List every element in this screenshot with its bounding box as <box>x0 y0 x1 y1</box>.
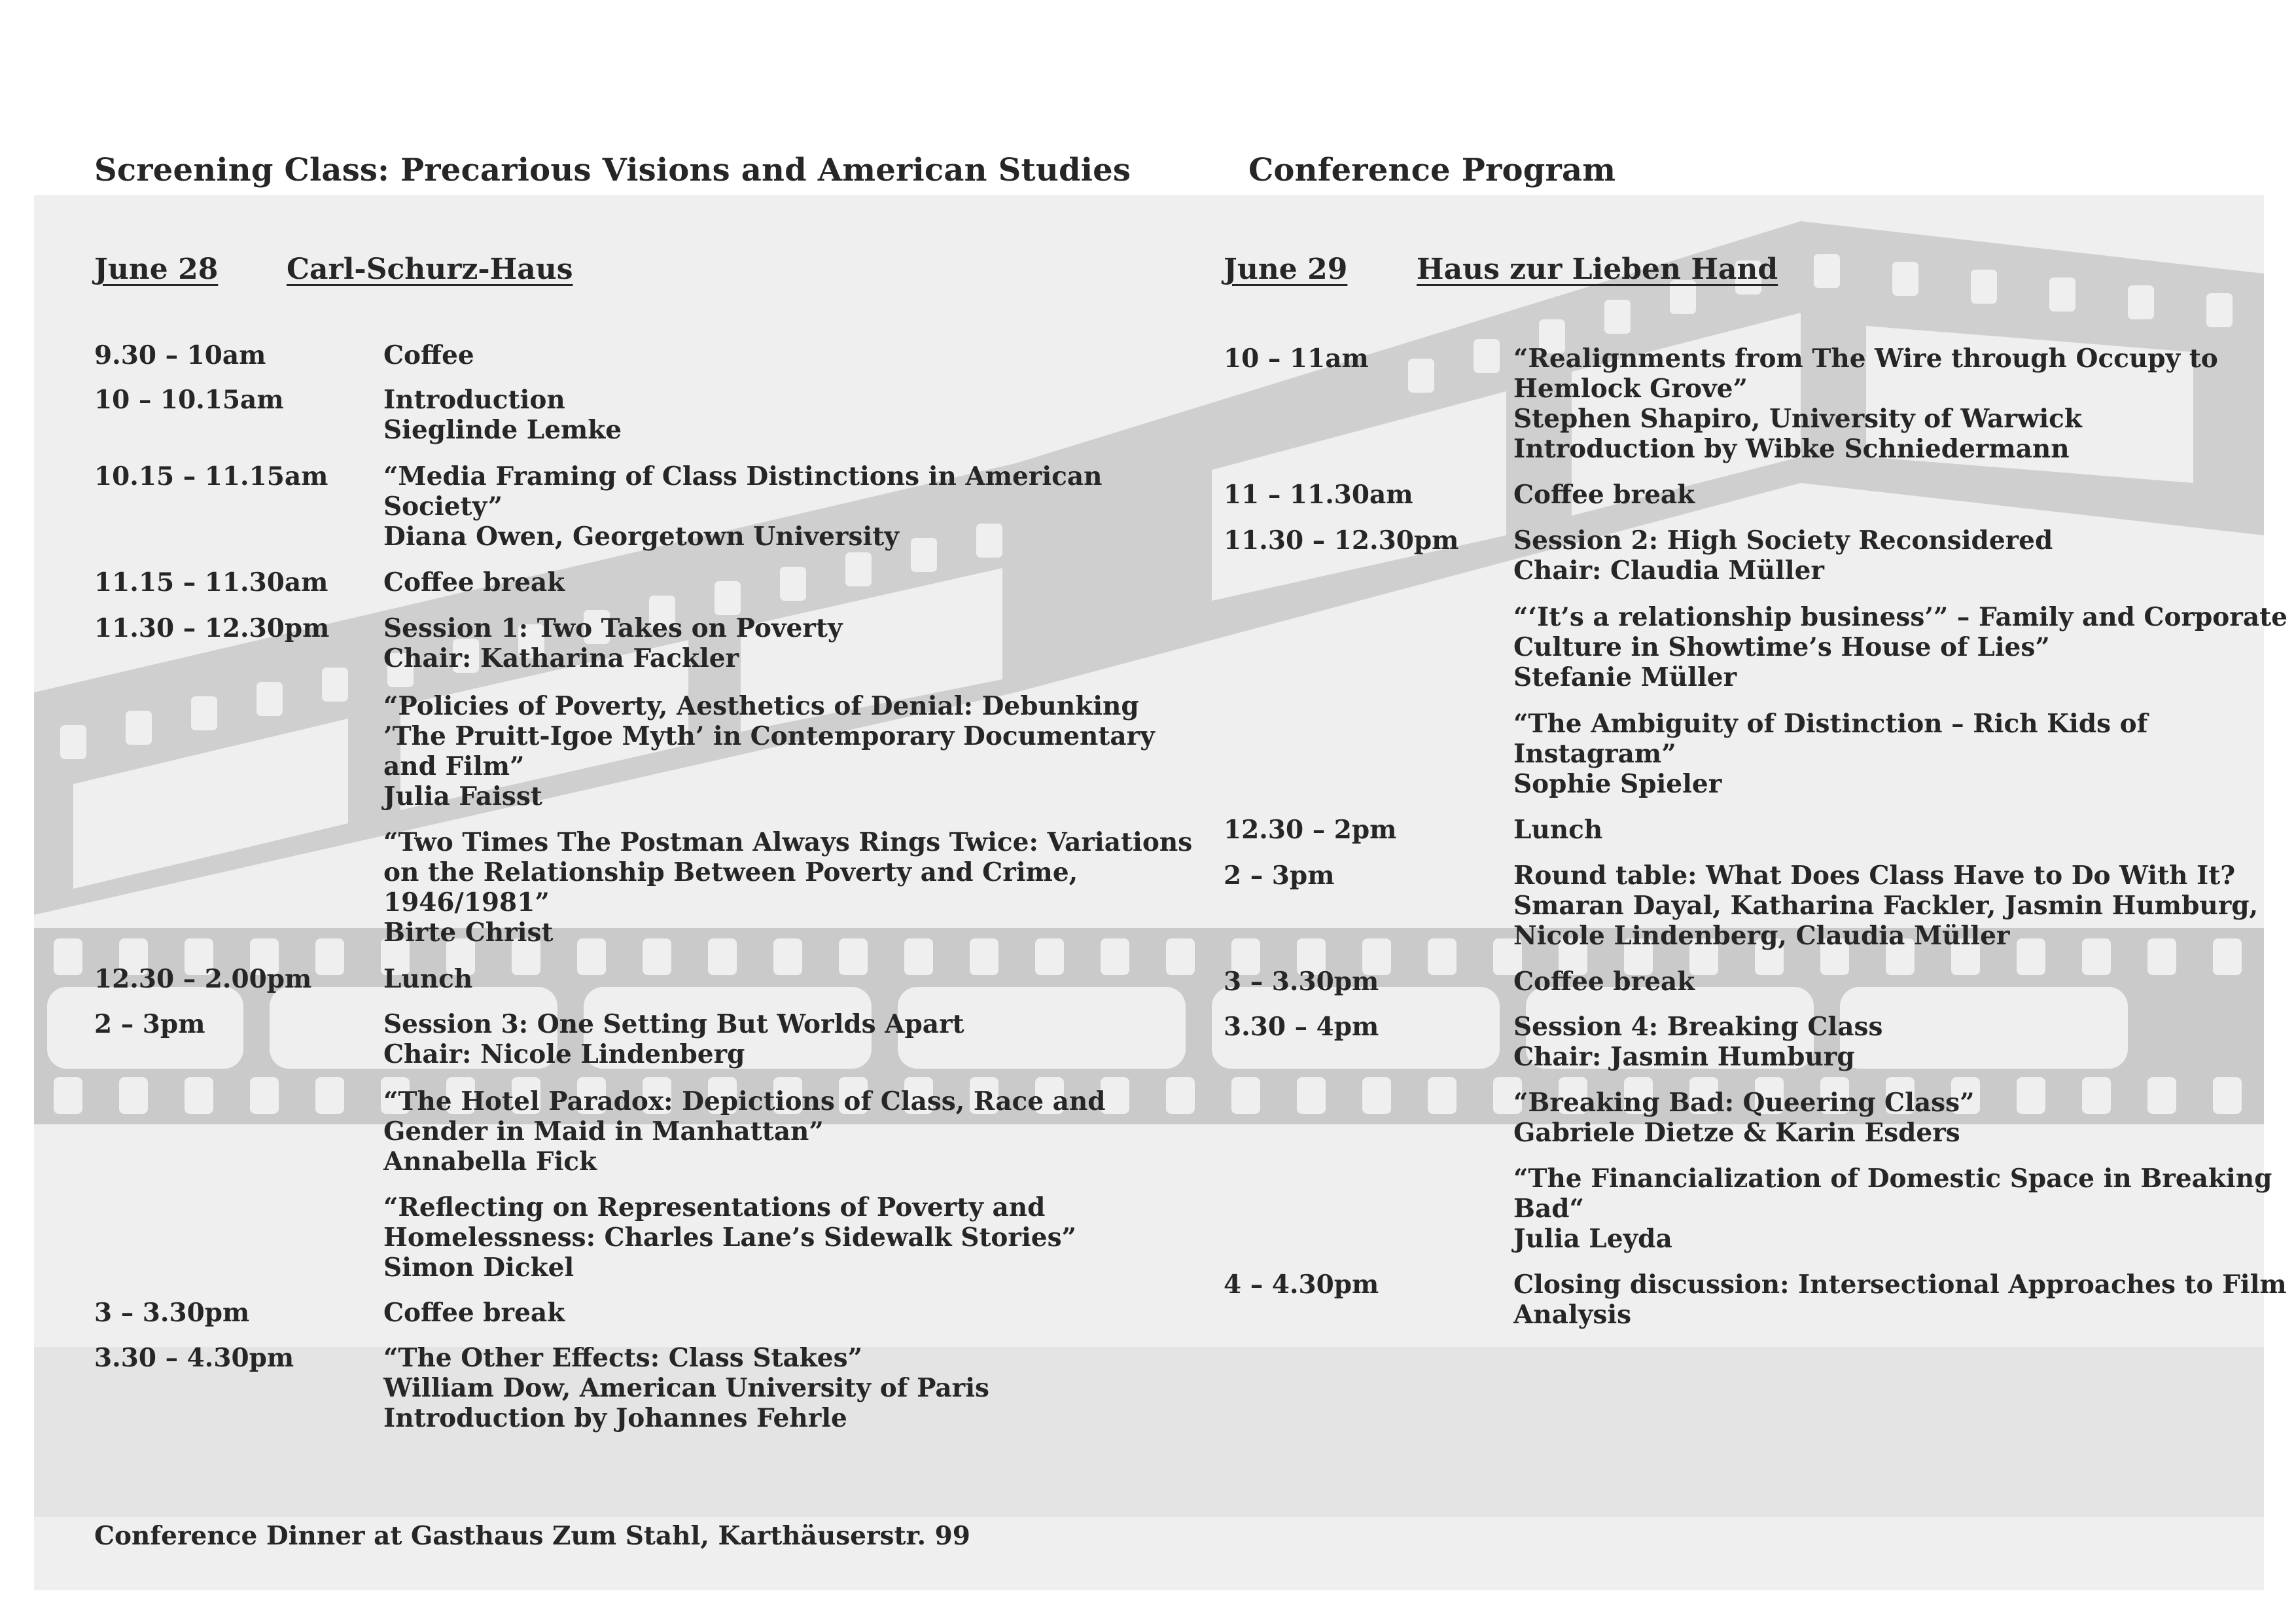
row-line: Introduction by Johannes Fehrle <box>383 1403 847 1433</box>
row-line: “The Financialization of Domestic Space in Breaking <box>1513 1164 2272 1194</box>
row-line: “The Hotel Paradox: Depictions of Class, Race and <box>383 1086 1106 1116</box>
row-line: Session 3: One Setting But Worlds Apart <box>383 1009 964 1039</box>
row-line: Lunch <box>1513 815 1603 845</box>
row-line: “The Other Effects: Class Stakes” <box>383 1343 863 1373</box>
dinner-note: Conference Dinner at Gasthaus Zum Stahl, Karthäuserstr. 99 <box>94 1521 970 1551</box>
day1-header <box>94 253 218 286</box>
row-time: 11.30 – 12.30pm <box>1224 526 1459 556</box>
row-line: Chair: Claudia Müller <box>1513 556 1824 586</box>
day2-place-header <box>1417 253 1778 286</box>
row-time: 11.15 – 11.30am <box>94 567 328 597</box>
row-line: Birte Christ <box>383 918 554 948</box>
row-line: Session 2: High Society Reconsidered <box>1513 526 2053 556</box>
day2-header <box>1224 253 1347 286</box>
day2-date: June 29 <box>1224 253 1348 286</box>
left-title: Screening Class: Precarious Visions and American Studies <box>94 152 1131 188</box>
row-line: Smaran Dayal, Katharina Fackler, Jasmin Humburg, <box>1513 891 2259 921</box>
row-line: Hemlock Grove” <box>1513 374 1748 404</box>
row-line: Closing discussion: Intersectional Approaches to Film <box>1513 1270 2287 1300</box>
row-line: “Two Times The Postman Always Rings Twice: Variations <box>383 827 1193 857</box>
row-line: Chair: Katharina Fackler <box>383 643 739 673</box>
row-line: Session 4: Breaking Class <box>1513 1012 1883 1042</box>
row-line: William Dow, American University of Paris <box>383 1373 989 1403</box>
day1-place-header <box>287 253 573 286</box>
row-line: Introduction <box>383 385 565 415</box>
row-line: “The Ambiguity of Distinction – Rich Kids of <box>1513 709 2148 739</box>
row-line: “‘It’s a relationship business’” – Family and Corporate <box>1513 602 2287 632</box>
day1-date: June 28 <box>94 253 219 286</box>
row-line: Society” <box>383 491 503 522</box>
row-line: Coffee break <box>1513 967 1695 997</box>
row-line: “Reflecting on Representations of Poverty and <box>383 1192 1046 1222</box>
row-line: “Policies of Poverty, Aesthetics of Denial: Debunking <box>383 691 1139 721</box>
row-time: 12.30 – 2.00pm <box>94 964 312 994</box>
row-line: Sieglinde Lemke <box>383 415 622 445</box>
day2-place: Haus zur Lieben Hand <box>1417 253 1778 286</box>
row-line: Homelessness: Charles Lane’s Sidewalk Stories” <box>383 1222 1076 1253</box>
row-time: 2 – 3pm <box>94 1009 205 1039</box>
row-line: “Realignments from The Wire through Occupy to <box>1513 344 2218 374</box>
row-time: 10 – 11am <box>1224 344 1369 374</box>
row-time: 9.30 – 10am <box>94 340 266 370</box>
row-line: Chair: Nicole Lindenberg <box>383 1039 745 1069</box>
row-time: 12.30 – 2pm <box>1224 815 1397 845</box>
row-time: 11.30 – 12.30pm <box>94 613 330 643</box>
row-line: Stefanie Müller <box>1513 662 1737 692</box>
row-line: Coffee break <box>383 567 565 597</box>
row-time: 3.30 – 4.30pm <box>94 1343 294 1373</box>
row-line: Annabella Fick <box>383 1147 597 1177</box>
row-line: Simon Dickel <box>383 1253 574 1283</box>
row-time: 10 – 10.15am <box>94 385 284 415</box>
row-line: Gabriele Dietze & Karin Esders <box>1513 1118 1960 1148</box>
row-time: 2 – 3pm <box>1224 861 1335 891</box>
row-line: and Film” <box>383 751 525 781</box>
row-time: 3 – 3.30pm <box>94 1298 250 1328</box>
row-line: Julia Leyda <box>1513 1224 1672 1254</box>
row-line: Analysis <box>1513 1300 1632 1330</box>
row-line: “Breaking Bad: Queering Class” <box>1513 1088 1975 1118</box>
row-time: 10.15 – 11.15am <box>94 461 328 491</box>
row-line: Coffee break <box>383 1298 565 1328</box>
row-line: Lunch <box>383 964 473 994</box>
row-line: Sophie Spieler <box>1513 769 1722 799</box>
row-time: 3 – 3.30pm <box>1224 967 1379 997</box>
row-line: Coffee break <box>1513 480 1695 510</box>
row-line: Julia Faisst <box>383 781 542 812</box>
row-time: 3.30 – 4pm <box>1224 1012 1379 1042</box>
row-line: Stephen Shapiro, University of Warwick <box>1513 404 2082 434</box>
row-line: Bad“ <box>1513 1194 1584 1224</box>
row-line: Gender in Maid in Manhattan” <box>383 1116 824 1147</box>
row-line: Introduction by Wibke Schniedermann <box>1513 434 2070 464</box>
row-line: “Media Framing of Class Distinctions in American <box>383 461 1103 491</box>
row-line: Culture in Showtime’s House of Lies” <box>1513 632 2050 662</box>
row-line: Chair: Jasmin Humburg <box>1513 1042 1855 1072</box>
row-line: Nicole Lindenberg, Claudia Müller <box>1513 921 2010 951</box>
day1-place: Carl-Schurz-Haus <box>287 253 573 286</box>
row-line: Diana Owen, Georgetown University <box>383 522 899 552</box>
row-line: ’The Pruitt-Igoe Myth’ in Contemporary Documentary <box>383 721 1155 751</box>
row-time: 4 – 4.30pm <box>1224 1270 1379 1300</box>
row-line: on the Relationship Between Poverty and Crime, <box>383 857 1078 887</box>
row-line: 1946/1981” <box>383 887 550 918</box>
row-line: Session 1: Two Takes on Poverty <box>383 613 843 643</box>
row-line: Coffee <box>383 340 474 370</box>
row-line: Instagram” <box>1513 739 1676 769</box>
row-line: Round table: What Does Class Have to Do With It? <box>1513 861 2236 891</box>
right-title: Conference Program <box>1248 152 1616 188</box>
row-time: 11 – 11.30am <box>1224 480 1413 510</box>
